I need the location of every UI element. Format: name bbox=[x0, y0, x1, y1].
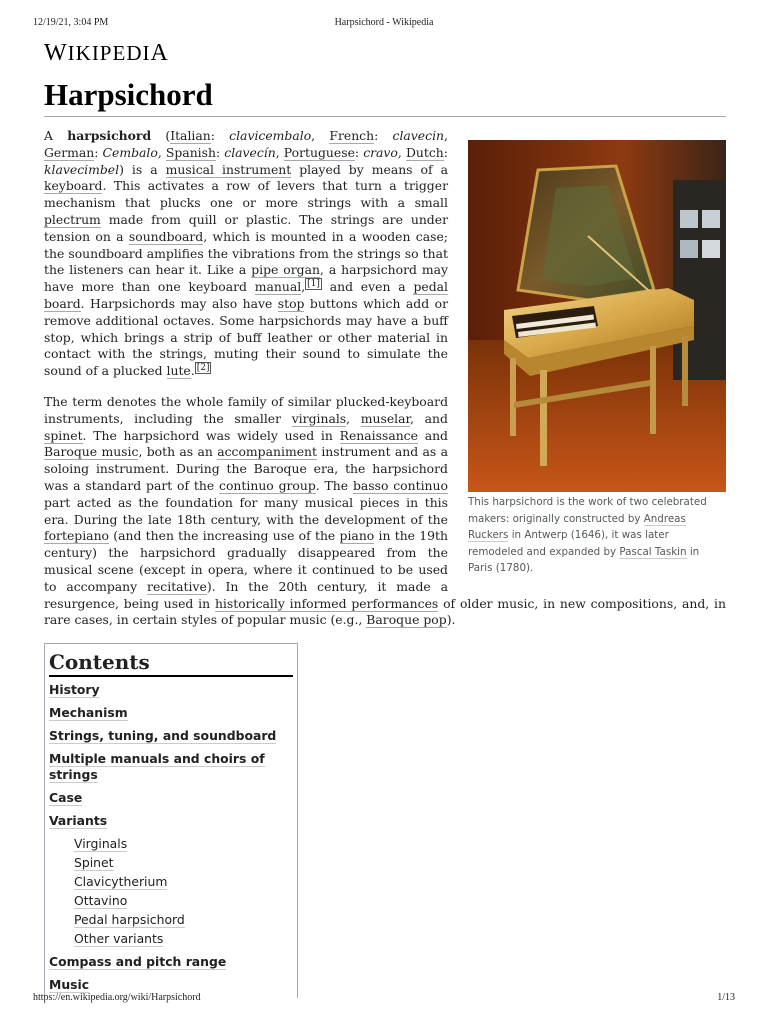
article-content bbox=[44, 128, 726, 998]
link-manual[interactable]: manual bbox=[254, 279, 302, 295]
link-german[interactable]: German bbox=[44, 144, 95, 160]
link-lute[interactable]: lute bbox=[166, 363, 191, 379]
link-fortepiano[interactable]: fortepiano bbox=[44, 528, 110, 544]
wikipedia-wordmark[interactable]: WIKIPEDIA bbox=[44, 40, 169, 66]
print-page-number: 1/13 bbox=[717, 992, 735, 1003]
toc-item-strings[interactable]: Strings, tuning, and soundboard bbox=[49, 727, 277, 743]
table-of-contents bbox=[44, 643, 298, 998]
toc-item-virginals[interactable]: Virginals bbox=[74, 835, 128, 851]
photo-window bbox=[702, 210, 720, 228]
link-continuo-group[interactable]: continuo group bbox=[219, 477, 316, 493]
title-divider bbox=[44, 116, 726, 117]
toc-item-multiple-manuals[interactable]: Multiple manuals and choirs of strings bbox=[49, 750, 265, 782]
page-title: Harpsichord bbox=[44, 77, 213, 112]
toc-item-variants[interactable]: Variants bbox=[49, 812, 108, 828]
link-dutch[interactable]: Dutch bbox=[405, 144, 444, 160]
print-doc-title: Harpsichord - Wikipedia bbox=[334, 17, 434, 28]
link-portuguese[interactable]: Portuguese bbox=[283, 144, 355, 160]
toc-item-pedal-harpsichord[interactable]: Pedal harpsichord bbox=[74, 911, 185, 927]
link-baroque-pop[interactable]: Baroque pop bbox=[366, 612, 447, 628]
photo-leg bbox=[510, 358, 516, 436]
toc-item-mechanism[interactable]: Mechanism bbox=[49, 704, 128, 720]
link-stop[interactable]: stop bbox=[277, 295, 305, 311]
link-historically-informed-performance[interactable]: historically informed performances bbox=[214, 595, 439, 611]
link-piano[interactable]: piano bbox=[339, 528, 375, 544]
photo-leg bbox=[682, 336, 688, 406]
link-soundboard[interactable]: soundboard bbox=[128, 228, 204, 244]
photo-leg bbox=[650, 346, 656, 434]
toc-item-clavicytherium[interactable]: Clavicytherium bbox=[74, 873, 168, 889]
photo-window bbox=[702, 240, 720, 258]
link-basso-continuo[interactable]: basso continuo bbox=[352, 477, 448, 493]
toc-item-history[interactable]: History bbox=[49, 681, 100, 697]
toc-item-music[interactable]: Music bbox=[49, 976, 90, 992]
link-italian[interactable]: Italian bbox=[170, 128, 211, 143]
link-french[interactable]: French bbox=[329, 128, 375, 143]
link-andreas-ruckers[interactable]: Andreas Ruckers bbox=[468, 512, 686, 542]
link-plectrum[interactable]: plectrum bbox=[44, 211, 101, 227]
figure-caption: This harpsichord is the work of two celebrated makers: originally constructed by Andreas Ruckers in Antwerp (1646), it was later remodeled and expanded by Pascal Taskin in Paris (1780). bbox=[468, 496, 707, 575]
citation-1[interactable]: [1] bbox=[307, 279, 320, 290]
link-baroque-music[interactable]: Baroque music bbox=[44, 444, 139, 460]
intro-paragraph-2: The term denotes the whole family of similar plucked-keyboard instruments, including the smaller virginals, muselar, and spinet. The harpsichord was widely used in Renaissance and Baroque music, both as an accompaniment instrument and as a soloing instrument. During the Baroque era, the harpsichord was a standard part of the continuo group. The basso continuo part acted as the foundation for many musical pieces in this era. During the late 18th century, with the development of the fortepiano (and then the increasing use of the piano in the 19th century) the harpsichord gradually disappeared from the musical scene (except in opera, where it continued to be used to accompany recitative). In the 20th century, it made a resurgence, being used in historically informed performances of older music, in new compositions, and, in rare cases, in certain styles of popular music (e.g., Baroque pop). bbox=[44, 393, 726, 628]
link-recitative[interactable]: recitative bbox=[147, 578, 207, 594]
link-pedal-board[interactable]: pedal board bbox=[44, 279, 448, 311]
toc-title: Contents bbox=[49, 654, 293, 677]
citation-2[interactable]: [2] bbox=[196, 363, 210, 374]
link-muselar[interactable]: muselar bbox=[360, 410, 411, 426]
photo-leg bbox=[540, 370, 547, 466]
toc-item-other-variants[interactable]: Other variants bbox=[74, 930, 164, 946]
harpsichord-photo[interactable] bbox=[468, 140, 726, 492]
link-pipe-organ[interactable]: pipe organ bbox=[251, 262, 320, 278]
intro-paragraph-1: A harpsichord (Italian: clavicembalo, French: clavecin, German: Cembalo, Spanish: clavecín, Portuguese: cravo, Dutch: klavecimbel) is a musical instrument played by means of a keyboard. This activates a row of levers that turn a trigger mechanism that plucks one or more strings with a small plectrum made from quill or plastic. The strings are under tension on a soundboard, which is mounted in a wooden case; the soundboard amplifies the vibrations from the strings so that the listeners can hear it. Like a pipe organ, a harpsichord may have more than one keyboard manual, [1] and even a pedal board. Harpsichords may also have stop buttons which add or remove additional octaves. Some harpsichords may have a buff stop, which brings a strip of buff leather or other material in contact with the strings, muting their sound to simulate the sound of a plucked lute. [2] bbox=[44, 128, 449, 379]
photo-window bbox=[680, 240, 698, 258]
link-keyboard[interactable]: keyboard bbox=[44, 178, 103, 194]
photo-window bbox=[680, 210, 698, 228]
toc-item-compass[interactable]: Compass and pitch range bbox=[49, 953, 227, 969]
link-renaissance[interactable]: Renaissance bbox=[339, 427, 418, 443]
link-musical-instrument[interactable]: musical instrument bbox=[165, 161, 292, 177]
link-virginals[interactable]: virginals bbox=[291, 410, 347, 426]
toc-item-spinet[interactable]: Spinet bbox=[74, 854, 114, 870]
link-pascal-taskin[interactable]: Pascal Taskin bbox=[619, 545, 687, 558]
lead-figure bbox=[468, 140, 726, 577]
print-url: https://en.wikipedia.org/wiki/Harpsichord bbox=[33, 992, 201, 1003]
link-spanish[interactable]: Spanish bbox=[165, 144, 216, 160]
toc-item-ottavino[interactable]: Ottavino bbox=[74, 892, 128, 908]
link-accompaniment[interactable]: accompaniment bbox=[217, 444, 317, 460]
link-spinet[interactable]: spinet bbox=[44, 427, 83, 443]
print-datetime: 12/19/21, 3:04 PM bbox=[33, 17, 109, 28]
toc-item-case[interactable]: Case bbox=[49, 789, 83, 805]
